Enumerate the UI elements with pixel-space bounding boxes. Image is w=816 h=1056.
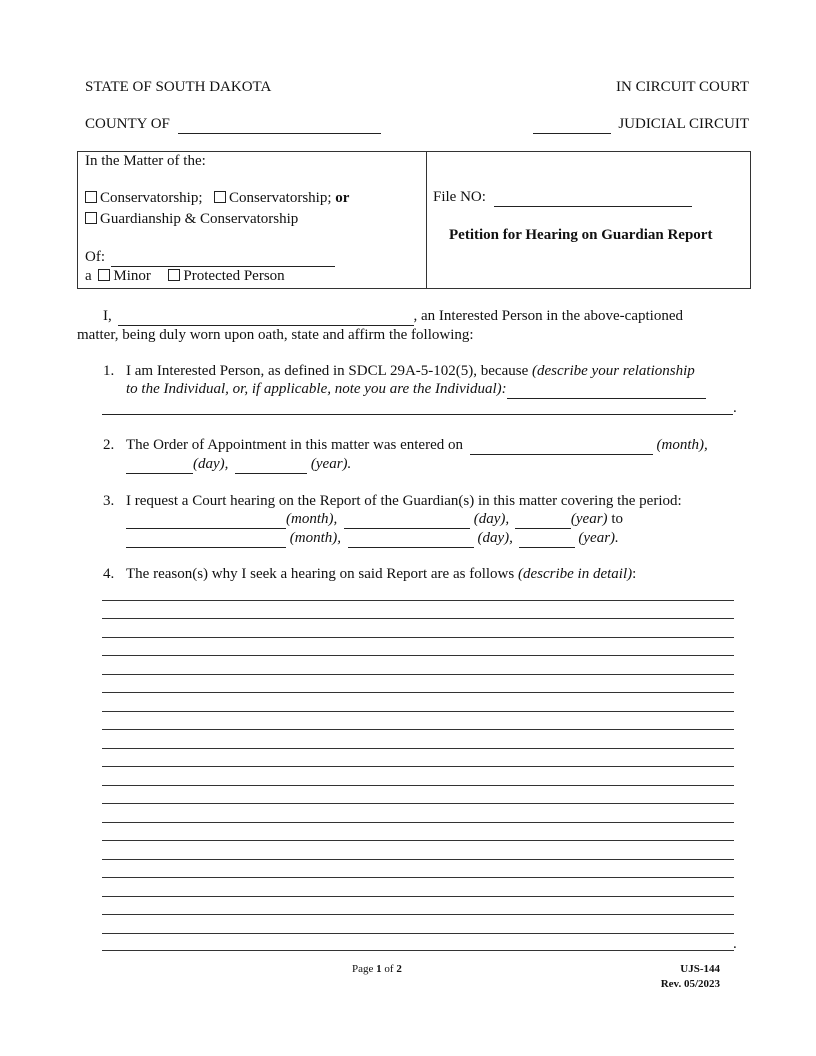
person-type-row: a Minor Protected Person	[85, 268, 285, 284]
intro-line-1: I, , an Interested Person in the above-captioned	[103, 308, 683, 324]
reason-line[interactable]	[102, 692, 734, 693]
reason-line[interactable]	[102, 637, 734, 638]
start-year-field[interactable]	[515, 511, 571, 529]
person-name-field[interactable]	[111, 249, 335, 267]
reason-line[interactable]	[102, 674, 734, 675]
matter-label: In the Matter of the:	[85, 153, 206, 169]
protected-person-checkbox[interactable]	[168, 269, 180, 281]
start-day-field[interactable]	[344, 511, 470, 529]
item-3-period-end: (month), (day), (year).	[126, 530, 619, 548]
file-no-row: File NO:	[433, 189, 692, 207]
conservatorship-checkbox-2[interactable]	[214, 191, 226, 203]
state-name: STATE OF SOUTH DAKOTA	[85, 79, 272, 95]
item-1-text: I am Interested Person, as defined in SDCL 29A-5-102(5), because (describe your relationship	[126, 363, 695, 379]
guardianship-conservatorship-checkbox[interactable]	[85, 212, 97, 224]
item-2-number: 2.	[103, 437, 115, 453]
item-3-text: I request a Court hearing on the Report of the Guardian(s) in this matter covering the period:	[126, 493, 682, 509]
reason-line[interactable]	[102, 766, 734, 767]
reason-line[interactable]	[102, 950, 734, 951]
conservatorship-checkbox-1[interactable]	[85, 191, 97, 203]
form-revision: Rev. 05/2023	[660, 978, 720, 990]
circuit-label: JUDICIAL CIRCUIT	[533, 116, 749, 134]
file-number-field[interactable]	[494, 189, 692, 207]
relationship-field-2[interactable]	[102, 414, 733, 415]
appointment-month-field[interactable]	[470, 437, 653, 455]
county-field[interactable]	[178, 116, 381, 134]
item-1-text-2: to the Individual, or, if applicable, note you are the Individual):	[126, 381, 706, 399]
page-number: Page 1 of 2	[352, 963, 402, 975]
appointment-year-field[interactable]	[235, 456, 307, 474]
reason-line[interactable]	[102, 896, 734, 897]
form-code: UJS-144	[680, 963, 720, 975]
document-title: Petition for Hearing on Guardian Report	[449, 227, 713, 243]
caption-divider	[426, 151, 427, 288]
conservatorship-options-row: Conservatorship; Conservatorship; or	[85, 190, 349, 207]
county-label: COUNTY OF	[85, 116, 381, 134]
item-2-text: The Order of Appointment in this matter was entered on (month),	[126, 437, 708, 453]
start-month-field[interactable]	[126, 511, 286, 529]
intro-line-2: matter, being duly worn upon oath, state and affirm the following:	[77, 327, 474, 343]
item-1-end-period: .	[733, 400, 737, 416]
reason-line[interactable]	[102, 933, 734, 934]
affiant-name-field[interactable]	[118, 308, 414, 326]
item-3-number: 3.	[103, 493, 115, 509]
item-3-period-start: (month), (day), (year) to	[126, 511, 623, 529]
end-month-field[interactable]	[126, 530, 286, 548]
reason-line[interactable]	[102, 877, 734, 878]
item-2-text-2: (day), (year).	[126, 456, 351, 474]
reason-line[interactable]	[102, 859, 734, 860]
reason-line[interactable]	[102, 803, 734, 804]
reason-line[interactable]	[102, 914, 734, 915]
reason-line[interactable]	[102, 600, 734, 601]
guardianship-option-row: Guardianship & Conservatorship	[85, 211, 298, 228]
reason-line[interactable]	[102, 785, 734, 786]
item-4-text: The reason(s) why I seek a hearing on said Report are as follows (describe in detail):	[126, 566, 637, 582]
item-1-number: 1.	[103, 363, 115, 379]
relationship-field-1[interactable]	[507, 381, 706, 399]
reason-line[interactable]	[102, 840, 734, 841]
reason-line[interactable]	[102, 711, 734, 712]
circuit-number-field[interactable]	[533, 116, 611, 134]
of-row: Of:	[85, 249, 335, 267]
reason-line[interactable]	[102, 729, 734, 730]
item-4-number: 4.	[103, 566, 115, 582]
item-4-end-period: .	[733, 936, 737, 952]
end-year-field[interactable]	[519, 530, 575, 548]
minor-checkbox[interactable]	[98, 269, 110, 281]
reason-line[interactable]	[102, 822, 734, 823]
reason-line[interactable]	[102, 618, 734, 619]
end-day-field[interactable]	[348, 530, 474, 548]
appointment-day-field[interactable]	[126, 456, 193, 474]
court-name: IN CIRCUIT COURT	[616, 79, 749, 95]
reason-line[interactable]	[102, 748, 734, 749]
reason-line[interactable]	[102, 655, 734, 656]
